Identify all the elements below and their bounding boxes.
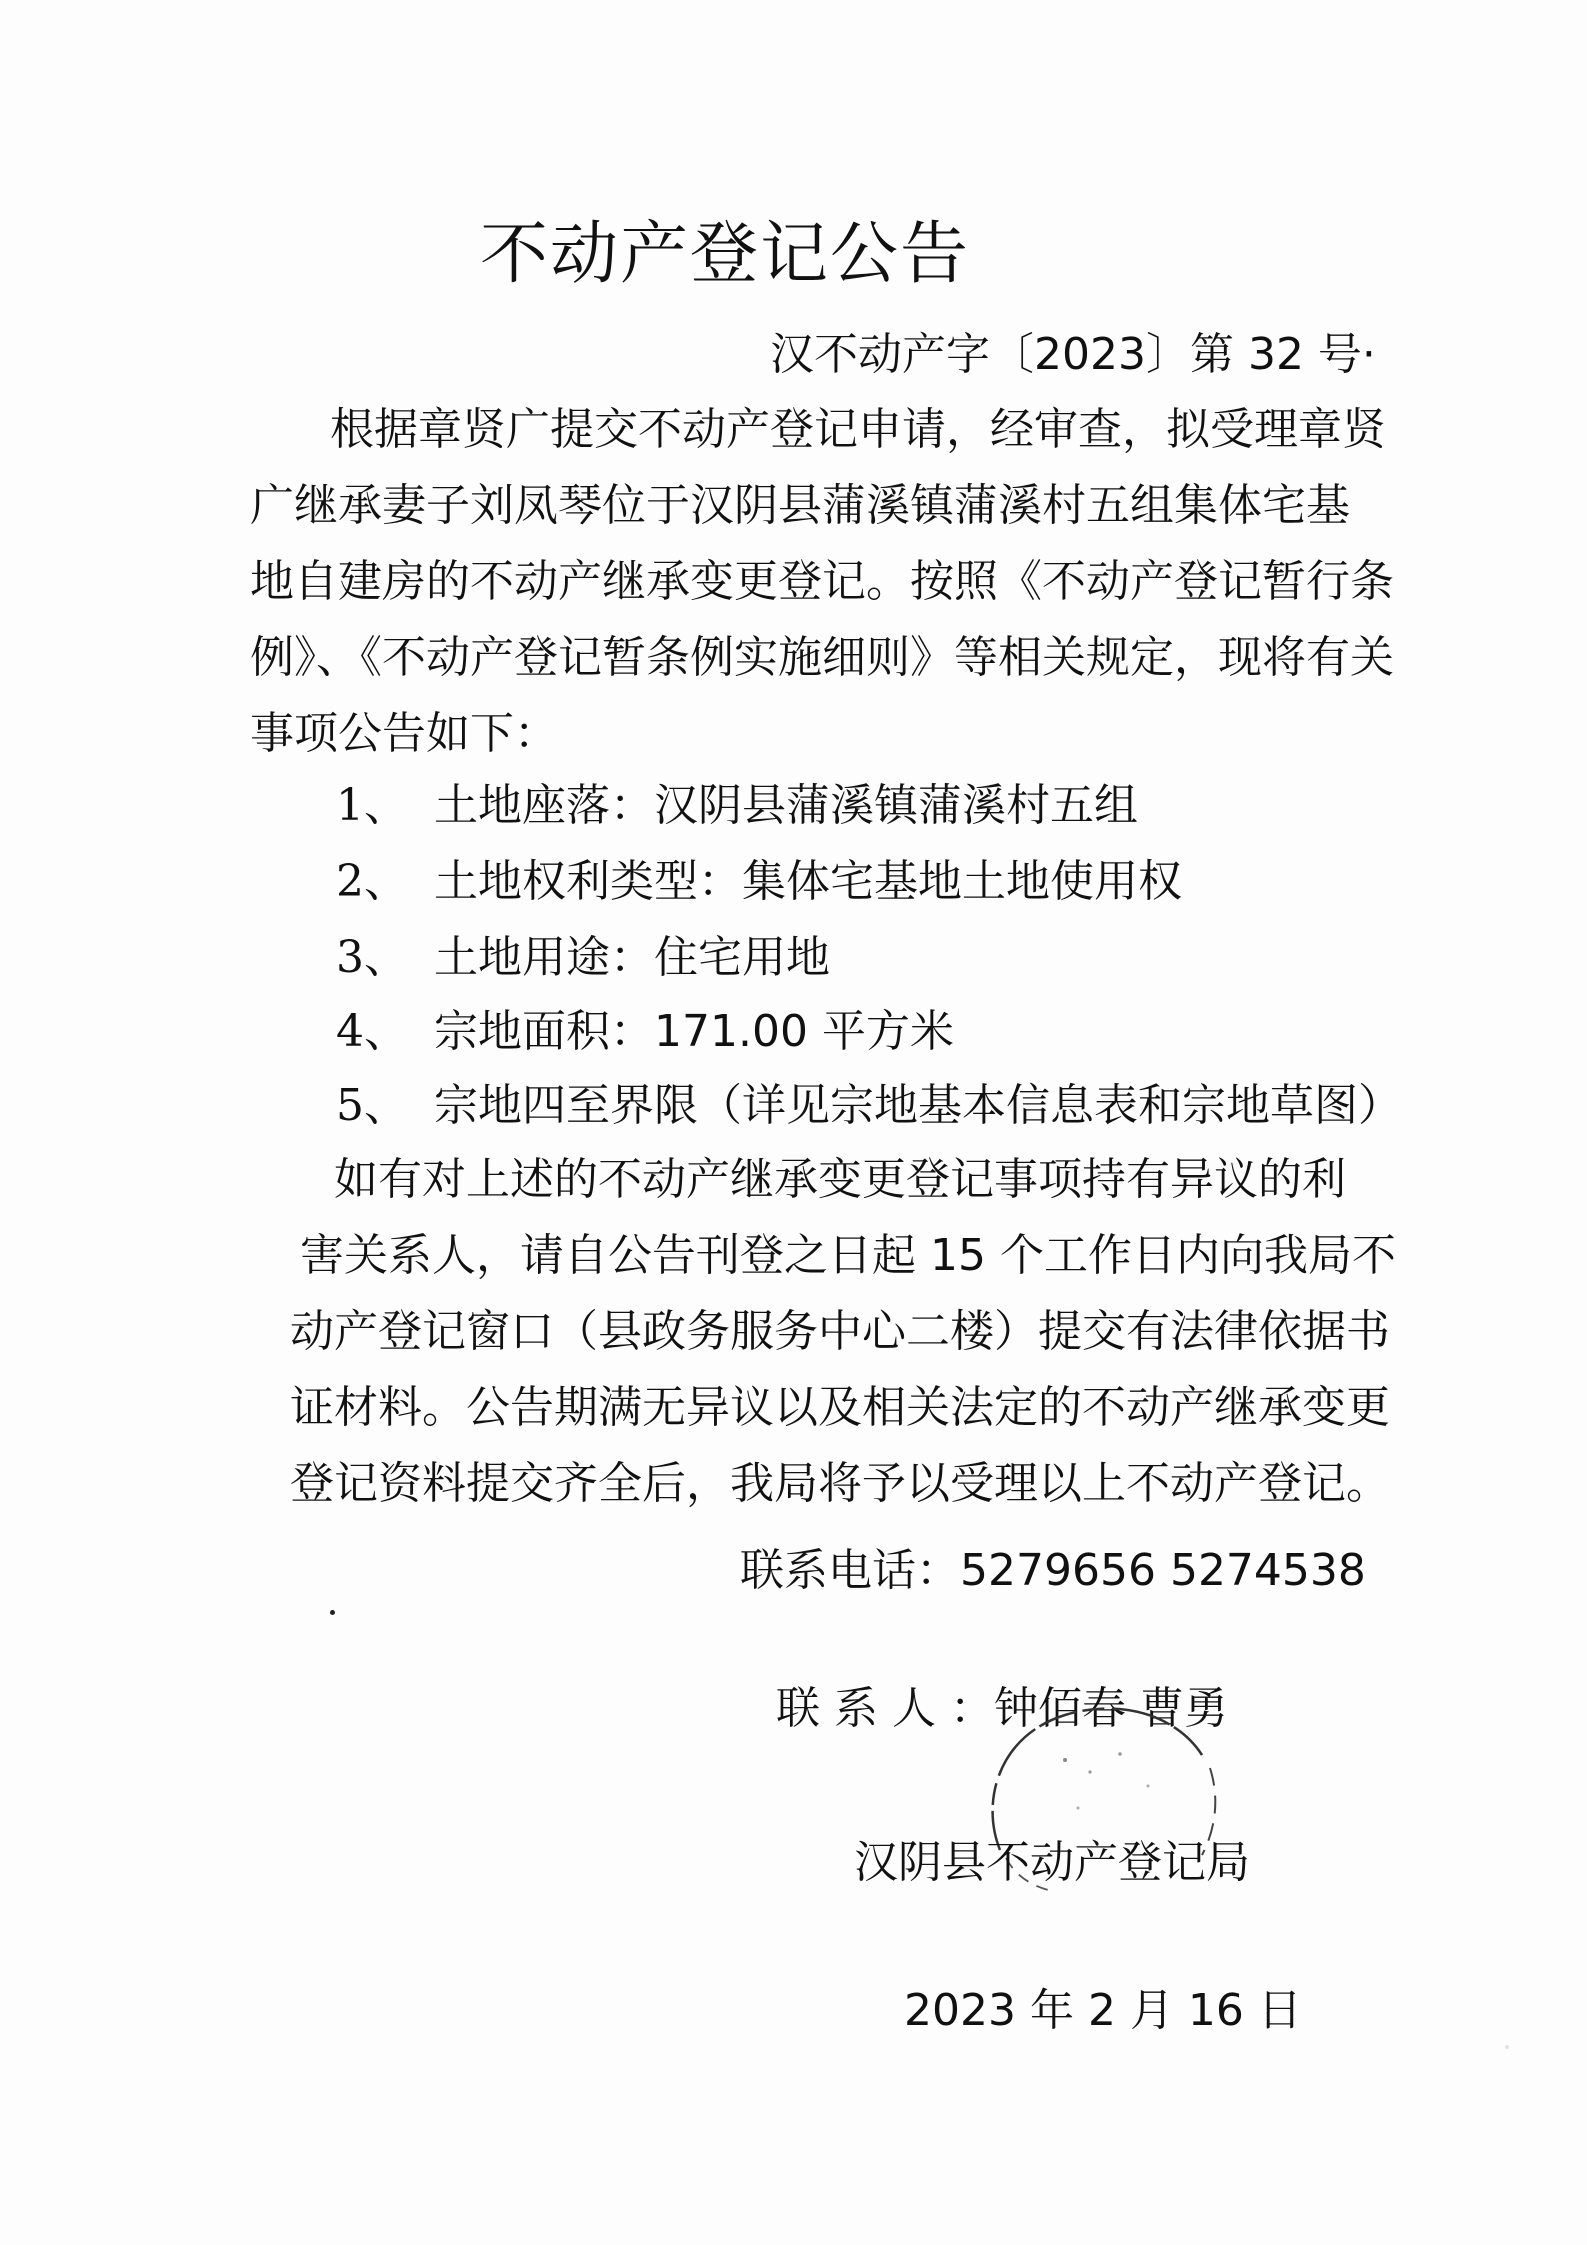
item-text: 土地权利类型：集体宅基地土地使用权 xyxy=(434,856,1182,907)
item-number: 4、 xyxy=(336,1006,408,1057)
stray-dot xyxy=(330,1610,335,1615)
item-text: 土地用途：住宅用地 xyxy=(434,932,830,983)
objection-line: 登记资料提交齐全后，我局将予以受理以上不动产登记。 xyxy=(290,1458,1390,1509)
list-item xyxy=(336,856,1182,907)
list-item xyxy=(336,932,830,983)
notice-title: 不动产登记公告 xyxy=(480,215,971,294)
item-number: 1、 xyxy=(336,780,408,831)
objection-line: 害关系人，请自公告刊登之日起 15 个工作日内向我局不 xyxy=(300,1230,1396,1281)
intro-line: 地自建房的不动产继承变更登记。按照《不动产登记暂行条 xyxy=(250,556,1394,607)
intro-line: 广继承妻子刘凤琴位于汉阴县蒲溪镇蒲溪村五组集体宅基 xyxy=(250,480,1350,531)
item-number: 5、 xyxy=(336,1080,408,1131)
intro-line: 事项公告如下： xyxy=(250,708,558,759)
objection-line: 证材料。公告期满无异议以及相关法定的不动产继承变更 xyxy=(290,1382,1390,1433)
contact-label: 联系人 xyxy=(776,1683,950,1734)
list-item xyxy=(336,1006,954,1057)
item-number: 3、 xyxy=(336,932,408,983)
objection-line: 动产登记窗口（县政务服务中心二楼）提交有法律依据书 xyxy=(290,1306,1390,1357)
list-item xyxy=(336,1080,1402,1131)
intro-line: 例》、《不动产登记暂条例实施细则》等相关规定，现将有关 xyxy=(250,632,1394,683)
list-item xyxy=(336,780,1138,831)
intro-line: 根据章贤广提交不动产登记申请，经审查，拟受理章贤 xyxy=(330,404,1386,455)
issue-date: 2023 年 2 月 16 日 xyxy=(904,1985,1302,2036)
item-number: 2、 xyxy=(336,856,408,907)
item-text: 宗地四至界限（详见宗地基本信息表和宗地草图） xyxy=(434,1080,1402,1131)
document-number: 汉不动产字〔2023〕第 32 号· xyxy=(770,329,1376,380)
objection-line: 如有对上述的不动产继承变更登记事项持有异议的利 xyxy=(334,1154,1346,1205)
contact-names: ：钟佰春 曹勇 xyxy=(950,1683,1228,1734)
contact-phone: 联系电话：5279656 5274538 xyxy=(740,1545,1366,1596)
item-text: 土地座落：汉阴县蒲溪镇蒲溪村五组 xyxy=(434,780,1138,831)
issuing-organization: 汉阴县不动产登记局 xyxy=(854,1837,1250,1888)
scan-speck xyxy=(1505,2045,1509,2049)
item-text: 宗地面积：171.00 平方米 xyxy=(434,1006,954,1057)
